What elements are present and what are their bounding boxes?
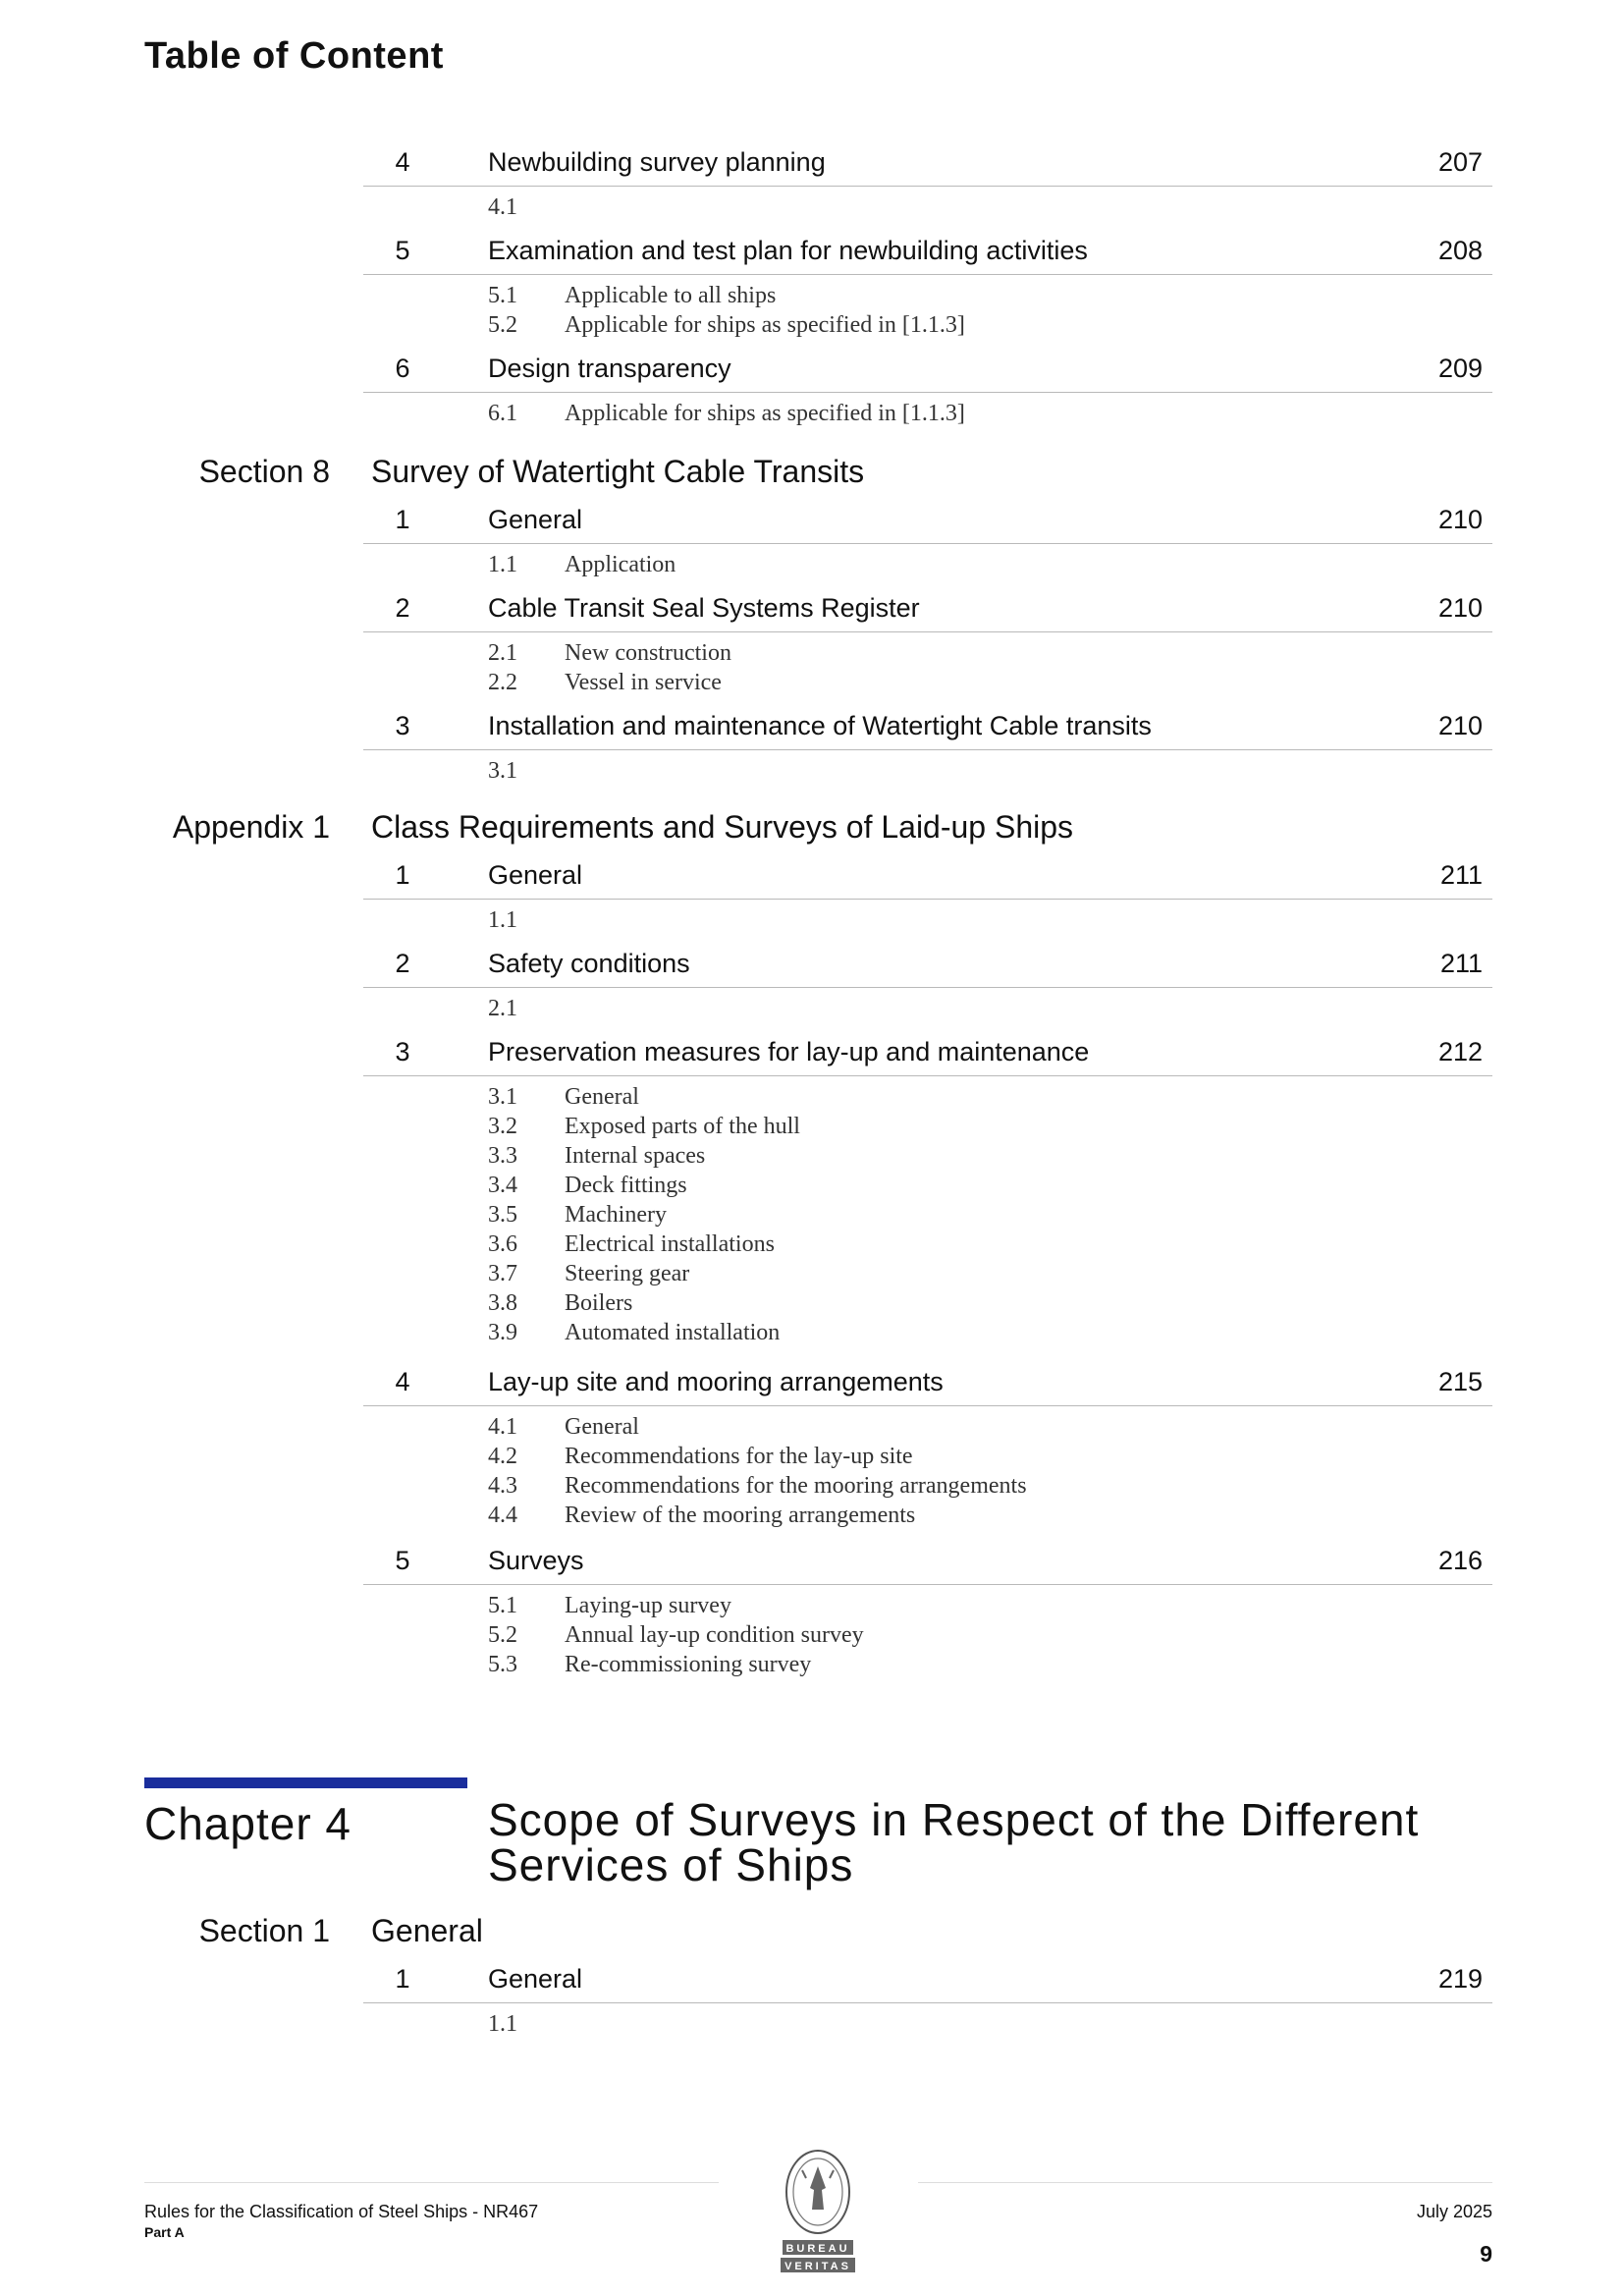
article-number: 3 bbox=[395, 711, 410, 740]
sub-number: 6.1 bbox=[488, 401, 517, 426]
sub-number: 4.1 bbox=[488, 1414, 517, 1440]
article-title[interactable]: Cable Transit Seal Systems Register bbox=[488, 593, 920, 623]
page-number: 9 bbox=[1480, 2241, 1492, 2267]
sub-title[interactable]: Applicable for ships as specified in [1.1.3] bbox=[565, 401, 965, 426]
footer-part: Part A bbox=[144, 2224, 185, 2240]
section-label: Section 1 bbox=[198, 1913, 330, 1948]
sub-title[interactable]: Applicable for ships as specified in [1.1.3] bbox=[565, 312, 965, 338]
sub-title[interactable]: Re-commissioning survey bbox=[565, 1652, 812, 1677]
article-rule bbox=[363, 631, 1492, 632]
article-page[interactable]: 210 bbox=[1437, 505, 1483, 534]
article-title[interactable]: Examination and test plan for newbuilding activities bbox=[488, 236, 1088, 265]
sub-title[interactable]: Recommendations for the lay-up site bbox=[565, 1444, 913, 1469]
article-page[interactable]: 216 bbox=[1437, 1546, 1483, 1575]
article-number: 1 bbox=[395, 505, 410, 534]
article-page[interactable]: 215 bbox=[1437, 1367, 1483, 1396]
article-page[interactable]: 210 bbox=[1437, 711, 1483, 740]
bureau-veritas-logo bbox=[767, 2149, 869, 2276]
sub-title[interactable]: New construction bbox=[565, 640, 731, 666]
sub-title[interactable]: Automated installation bbox=[565, 1320, 781, 1345]
chapter-title-line: Services of Ships bbox=[488, 1839, 854, 1890]
article-page[interactable]: 207 bbox=[1437, 147, 1483, 177]
sub-title[interactable]: Deck fittings bbox=[565, 1173, 687, 1198]
article-number: 5 bbox=[395, 236, 410, 265]
sub-number: 3.3 bbox=[488, 1143, 517, 1169]
page-title: Table of Content bbox=[144, 35, 444, 77]
sub-number: 3.4 bbox=[488, 1173, 517, 1198]
article-page[interactable]: 210 bbox=[1437, 593, 1483, 623]
sub-number: 5.2 bbox=[488, 312, 517, 338]
sub-title[interactable]: Internal spaces bbox=[565, 1143, 706, 1169]
article-title[interactable]: General bbox=[488, 505, 583, 534]
sub-number: 4.4 bbox=[488, 1503, 517, 1528]
sub-number: 1.1 bbox=[488, 907, 517, 933]
section-title[interactable]: Class Requirements and Surveys of Laid-up Ships bbox=[371, 809, 1074, 845]
sub-title[interactable]: Vessel in service bbox=[565, 670, 722, 695]
article-rule bbox=[363, 543, 1492, 544]
article-page[interactable]: 209 bbox=[1437, 354, 1483, 383]
article-title[interactable]: Surveys bbox=[488, 1546, 584, 1575]
article-rule bbox=[363, 899, 1492, 900]
sub-title[interactable]: Recommendations for the mooring arrangements bbox=[565, 1473, 1027, 1499]
article-title[interactable]: General bbox=[488, 1964, 583, 1994]
article-title[interactable]: Design transparency bbox=[488, 354, 731, 383]
chapter-title[interactable] bbox=[488, 1794, 1509, 1890]
article-page[interactable]: 211 bbox=[1439, 949, 1483, 978]
article-rule bbox=[363, 2002, 1492, 2003]
article-number: 2 bbox=[395, 593, 410, 623]
article-rule bbox=[363, 392, 1492, 393]
article-page[interactable]: 211 bbox=[1439, 860, 1483, 890]
logo-word-bottom: VERITAS bbox=[784, 2261, 851, 2272]
article-title[interactable]: Safety conditions bbox=[488, 949, 690, 978]
sub-number: 3.1 bbox=[488, 1084, 517, 1110]
article-number: 1 bbox=[395, 1964, 410, 1994]
article-rule bbox=[363, 749, 1492, 750]
article-number: 6 bbox=[395, 354, 410, 383]
footer-document-title: Rules for the Classification of Steel Ships - NR467 bbox=[144, 2202, 539, 2221]
sub-title[interactable]: Machinery bbox=[565, 1202, 667, 1228]
chapter-accent-bar bbox=[144, 1777, 467, 1788]
sub-title[interactable]: General bbox=[565, 1084, 639, 1110]
sub-number: 3.2 bbox=[488, 1114, 517, 1139]
sub-number: 2.2 bbox=[488, 670, 517, 695]
sub-number: 3.7 bbox=[488, 1261, 517, 1286]
sub-number: 4.1 bbox=[488, 194, 517, 220]
sub-number: 4.3 bbox=[488, 1473, 517, 1499]
chapter-title-line: Scope of Surveys in Respect of the Different bbox=[488, 1794, 1420, 1845]
sub-number: 3.5 bbox=[488, 1202, 517, 1228]
article-rule bbox=[363, 987, 1492, 988]
sub-title[interactable]: Applicable to all ships bbox=[565, 283, 777, 308]
section-title[interactable]: General bbox=[371, 1913, 483, 1948]
article-rule bbox=[363, 1405, 1492, 1406]
sub-number: 2.1 bbox=[488, 996, 517, 1021]
sub-number: 1.1 bbox=[488, 2011, 517, 2037]
sub-number: 4.2 bbox=[488, 1444, 517, 1469]
sub-number: 5.3 bbox=[488, 1652, 517, 1677]
article-rule bbox=[363, 1075, 1492, 1076]
sub-number: 3.8 bbox=[488, 1290, 517, 1316]
article-page[interactable]: 219 bbox=[1437, 1964, 1483, 1994]
article-title[interactable]: Preservation measures for lay-up and maintenance bbox=[488, 1037, 1090, 1066]
section-label: Appendix 1 bbox=[172, 809, 330, 845]
article-number: 5 bbox=[395, 1546, 410, 1575]
article-number: 4 bbox=[395, 1367, 410, 1396]
sub-number: 5.1 bbox=[488, 1593, 517, 1618]
article-title[interactable]: Installation and maintenance of Watertight Cable transits bbox=[488, 711, 1152, 740]
article-page[interactable]: 212 bbox=[1437, 1037, 1483, 1066]
article-number: 3 bbox=[395, 1037, 410, 1066]
article-rule bbox=[363, 1584, 1492, 1585]
sub-title[interactable]: Annual lay-up condition survey bbox=[565, 1622, 864, 1648]
footer-date: July 2025 bbox=[1416, 2202, 1492, 2221]
article-number: 4 bbox=[395, 147, 410, 177]
sub-number: 3.1 bbox=[488, 758, 517, 784]
article-title[interactable]: Newbuilding survey planning bbox=[488, 147, 826, 177]
article-title[interactable]: General bbox=[488, 860, 583, 890]
logo-word-top: BUREAU bbox=[785, 2243, 850, 2255]
sub-number: 5.1 bbox=[488, 283, 517, 308]
article-page[interactable]: 208 bbox=[1437, 236, 1483, 265]
footer-divider bbox=[918, 2182, 1492, 2183]
article-rule bbox=[363, 186, 1492, 187]
sub-title[interactable]: General bbox=[565, 1414, 639, 1440]
sub-number: 2.1 bbox=[488, 640, 517, 666]
footer-divider bbox=[144, 2182, 719, 2183]
section-title[interactable]: Survey of Watertight Cable Transits bbox=[371, 454, 865, 489]
sub-title[interactable]: Electrical installations bbox=[565, 1231, 775, 1257]
sub-number: 3.6 bbox=[488, 1231, 517, 1257]
chapter-label: Chapter 4 bbox=[144, 1798, 352, 1849]
article-title[interactable]: Lay-up site and mooring arrangements bbox=[488, 1367, 944, 1396]
sub-number: 3.9 bbox=[488, 1320, 517, 1345]
sub-title[interactable]: Application bbox=[565, 552, 676, 577]
sub-title[interactable]: Laying-up survey bbox=[565, 1593, 731, 1618]
article-number: 2 bbox=[395, 949, 410, 978]
sub-title[interactable]: Boilers bbox=[565, 1290, 633, 1316]
section-label: Section 8 bbox=[198, 454, 330, 489]
article-number: 1 bbox=[395, 860, 410, 890]
sub-title[interactable]: Steering gear bbox=[565, 1261, 690, 1286]
sub-title[interactable]: Exposed parts of the hull bbox=[565, 1114, 800, 1139]
sub-title[interactable]: Review of the mooring arrangements bbox=[565, 1503, 916, 1528]
sub-number: 5.2 bbox=[488, 1622, 517, 1648]
article-rule bbox=[363, 274, 1492, 275]
sub-number: 1.1 bbox=[488, 552, 517, 577]
